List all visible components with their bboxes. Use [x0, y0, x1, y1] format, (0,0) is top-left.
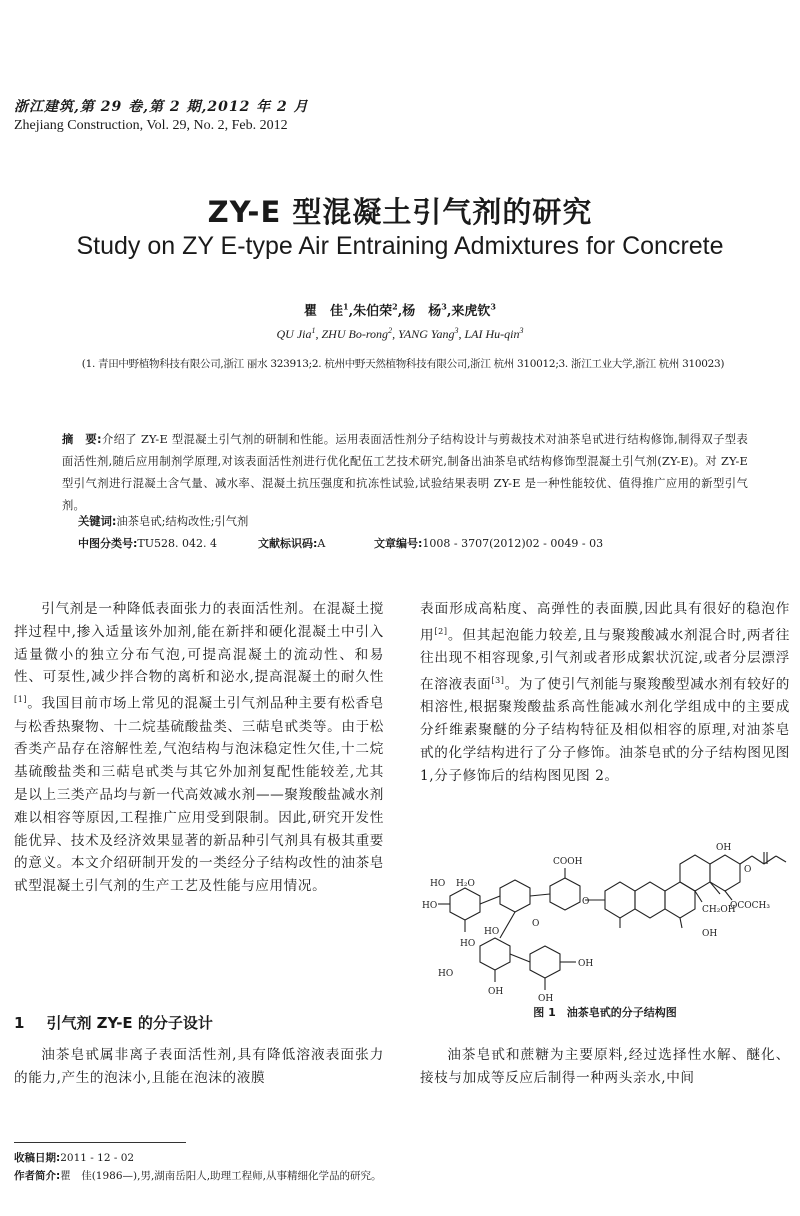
intro-text-a: 引气剂是一种降低表面张力的表面活性剂。在混凝土搅拌过程中,掺入适量该外加剂,能在新拌和硬化混凝土中引入适量微小的独立分布气泡,可提高混凝土的流动性、和易性、可泵性,减少拌合物的离析和泌水,提高混凝土的耐久性: [14, 601, 384, 686]
right-column-paragraph: [420, 598, 790, 787]
author-name: 瞿 佳: [304, 304, 344, 319]
citation: [3]: [491, 675, 505, 685]
doc-code-value: A: [317, 537, 326, 550]
author-list-en: QU Jia$^1$, ZHU Bo-rong$^2$, YANG Yang$^3$, LAI Hu-qin$^3$: [276, 326, 524, 341]
label-ho: HO: [460, 939, 476, 949]
ring: [635, 882, 665, 918]
sugar-ring: [450, 888, 480, 920]
section-1-paragraph: [14, 1044, 384, 1090]
right-bottom-text: 油茶皂甙和蔗糖为主要原料,经过选择性水解、醚化、接枝与加成等反应后制得一种两头亲水,中间: [420, 1047, 790, 1086]
abstract-label: 摘 要:: [62, 433, 102, 446]
ring: [665, 882, 695, 918]
label-oh: OH: [488, 987, 504, 997]
keywords-label: 关键词:: [78, 515, 117, 528]
keywords-text: 油茶皂甙;结构改性;引气剂: [116, 515, 249, 528]
author-bio: [14, 1168, 381, 1183]
received-label: 收稿日期:: [14, 1152, 61, 1164]
figure-1-caption: 图 1 油茶皂甙的分子结构图: [533, 1006, 677, 1019]
right-text-b: 。但其起泡能力较差,且与聚羧酸减水剂混合时,两者往往出现不相容现象,引气剂或者形成絮状沉淀,或者分层漂浮在溶液表面: [420, 627, 791, 693]
ring: [605, 882, 635, 918]
author-bio-text: 瞿 佳(1986—),男,湖南岳阳人,助理工程师,从事精细化学品的研究。: [60, 1170, 382, 1182]
doc-code-label: 文献标识码:: [258, 537, 318, 550]
intro-paragraph: [14, 598, 384, 898]
article-number-label: 文章编号:: [374, 537, 423, 550]
label-cooh: COOH: [553, 857, 583, 867]
author-affil-mark: 2: [392, 301, 398, 312]
article-number: [374, 535, 603, 551]
received-date: [14, 1150, 134, 1165]
section-1-heading: [14, 1012, 213, 1033]
citation: [2]: [434, 626, 448, 636]
section-number: 1: [14, 1014, 25, 1032]
author-name: 杨 杨: [402, 304, 442, 319]
citation: [1]: [14, 695, 28, 705]
label-h2o: H₂O: [456, 879, 475, 889]
label-ho: HO: [484, 927, 500, 937]
paper-title-cn: ZY-E 型混凝土引气剂的研究: [207, 195, 593, 229]
label-ho: HO: [422, 901, 438, 911]
journal-header-cn: 浙江建筑,第 29 卷,第 2 期,2012 年 2 月: [14, 99, 309, 115]
author-affil-mark: 2: [388, 326, 393, 335]
paper-title-en: Study on ZY E-type Air Entraining Admixtures for Concrete: [76, 232, 724, 260]
author-affil-mark: 3: [454, 326, 459, 335]
label-ho: HO: [430, 879, 446, 889]
figure-1-molecular-structure: [420, 836, 790, 1011]
sugar-ring: [550, 878, 580, 910]
label-oh: OH: [578, 959, 594, 969]
section-1-text: 油茶皂甙属非离子表面活性剂,具有降低溶液表面张力的能力,产生的泡沫小,且能在泡沫的液膜: [14, 1047, 384, 1086]
author-list-cn: 瞿 佳$^1$,朱伯荣$^2$,杨 杨$^3$,来虎钦$^3$: [304, 301, 496, 319]
ring: [680, 855, 710, 891]
affiliations: (1. 青田中野植物科技有限公司,浙江 丽水 323913;2. 杭州中野天然植物科技有限公司,浙江 杭州 310012;3. 浙江工业大学,浙江 杭州 310023): [81, 358, 725, 370]
article-number-value: 1008 - 3707(2012)02 - 0049 - 03: [422, 537, 604, 550]
received-value: 2011 - 12 - 02: [60, 1152, 135, 1164]
label-o: O: [582, 897, 590, 907]
label-ch2oh: CH₂OH: [702, 905, 736, 915]
section-title: 引气剂 ZY-E 的分子设计: [46, 1014, 213, 1032]
author-bio-label: 作者简介:: [14, 1170, 61, 1182]
abstract-text: 介绍了 ZY-E 型混凝土引气剂的研制和性能。运用表面活性剂分子结构设计与剪裁技术对油茶皂甙进行结构修饰,制得双子型表面活性剂,随后应用制剂学原理,对该表面活性剂进行优化配伍工艺技术研究,制备出油茶皂甙结构修饰型混凝土引气剂(ZY-E)。对 ZY-E 型引气剂进行混凝土含气量、减水率、混凝土抗压强度和抗冻性试验,试验结果表明 ZY-E 是一种性能较优、值得推广应用的新型引气剂。: [62, 433, 748, 512]
footnote-divider: [14, 1142, 186, 1143]
label-ho: HO: [438, 969, 454, 979]
sugar-ring: [480, 938, 510, 970]
author-affil-mark: 3: [490, 301, 496, 312]
right-bottom-paragraph: [420, 1044, 790, 1090]
label-ococh3: OCOCH₃: [730, 901, 770, 911]
intro-text-b: 。我国目前市场上常见的混凝土引气剂品种主要有松香皂与松香热聚物、十二烷基硫酸盐类、三萜皂甙类等。由于松香类产品存在溶解性差,气泡结构与泡沫稳定性欠佳,十二烷基硫酸盐类和三萜皂甙类与其它外加剂复配性能较差,尤其是以上三类产品均与新一代高效减水剂——聚羧酸盐减水剂难以相容等原因,工程推广应用受到限制。因此,研究开发性能优异、技术及经济效果显著的新品种引气剂具有极其重要的意义。本文介绍研制开发的一类经分子结构改性的油茶皂甙型混凝土引气剂的生产工艺及性能与应用情况。: [14, 695, 384, 895]
clc-value: TU528. 042. 4: [137, 537, 217, 550]
label-oh: OH: [702, 929, 718, 939]
author-affil-mark: 1: [311, 326, 316, 335]
author-name: 朱伯荣: [353, 304, 393, 319]
abstract: [62, 429, 748, 517]
journal-header-en: Zhejiang Construction, Vol. 29, No. 2, Feb. 2012: [14, 118, 288, 133]
author-affil-mark: 3: [441, 301, 447, 312]
label-o: O: [744, 865, 752, 875]
author-name-en: YANG Yang: [398, 327, 455, 341]
doc-code: [258, 535, 325, 551]
sugar-ring: [500, 880, 530, 912]
right-text-c: 。为了使引气剂能与聚羧酸型减水剂有较好的相溶性,根据聚羧酸盐系高性能减水剂化学组成中的主要成分纤维素聚醚的分子结构特征及相似相容的原理,对油茶皂甙的化学结构进行了分子修饰。油茶皂甙的分子结构图见图 1,分子修饰后的结构图见图 2。: [420, 676, 791, 784]
sugar-ring: [530, 946, 560, 978]
author-name-en: QU Jia: [276, 327, 312, 341]
author-name-en: ZHU Bo-rong: [321, 327, 389, 341]
author-name: 来虎钦: [451, 304, 491, 319]
author-affil-mark: 1: [343, 301, 349, 312]
right-text-a: 表面形成高粘度、高弹性的表面膜,因此具有很好的稳泡作用: [420, 601, 790, 644]
clc-label: 中图分类号:: [78, 537, 138, 550]
label-oh: OH: [538, 994, 554, 1004]
keywords: [78, 513, 248, 529]
clc-number: [78, 535, 217, 551]
ring: [710, 855, 740, 891]
author-name-en: LAI Hu-qin: [464, 327, 520, 341]
label-o: O: [532, 919, 540, 929]
label-oh: OH: [716, 843, 732, 853]
author-affil-mark: 3: [519, 326, 524, 335]
